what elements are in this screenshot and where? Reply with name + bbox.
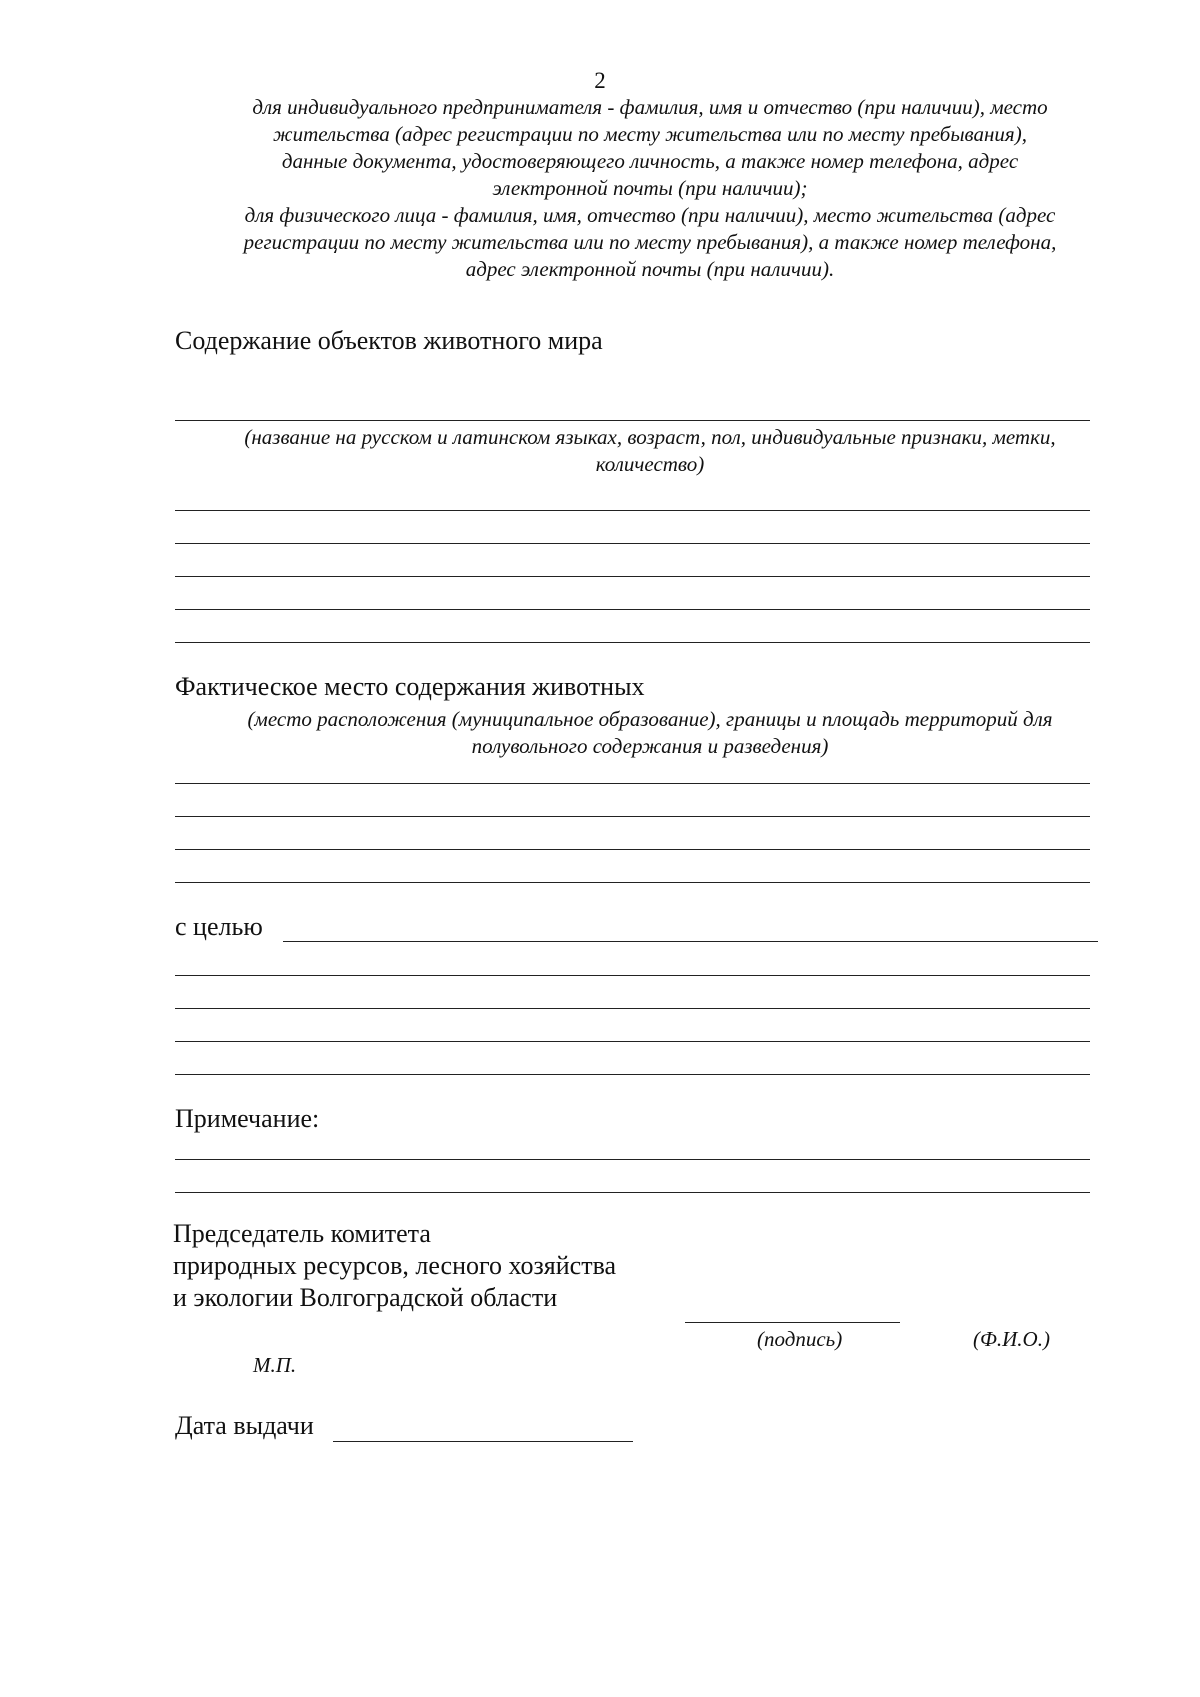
- signatory-title-line: природных ресурсов, лесного хозяйства: [173, 1251, 617, 1280]
- place-section-title: Фактическое место содержания животных: [175, 672, 645, 701]
- purpose-input-line[interactable]: [175, 1041, 1090, 1042]
- signature-line[interactable]: [685, 1322, 900, 1323]
- place-input-line[interactable]: [175, 882, 1090, 883]
- signatory-title-line: Председатель комитета: [173, 1219, 431, 1248]
- animals-caption-line: количество): [595, 452, 705, 476]
- applicant-note-line: данные документа, удостоверяющего личность, а также номер телефона, адрес: [281, 149, 1019, 173]
- applicant-details-note: [170, 94, 1130, 283]
- signatory-title: [173, 1218, 616, 1314]
- purpose-input-line[interactable]: [175, 1074, 1090, 1075]
- purpose-label: с целью: [175, 912, 263, 941]
- animals-input-line[interactable]: [175, 609, 1090, 610]
- name-caption: (Ф.И.О.): [973, 1327, 1050, 1351]
- applicant-note-line: электронной почты (при наличии);: [492, 176, 808, 200]
- applicant-note-line: регистрации по месту жительства или по месту пребывания), а также номер телефона,: [243, 230, 1057, 254]
- applicant-note-line: для индивидуального предпринимателя - фамилия, имя и отчество (при наличии), место: [252, 95, 1048, 119]
- place-input-line[interactable]: [175, 783, 1090, 784]
- place-field-caption: [170, 706, 1130, 760]
- page-number: 2: [594, 68, 606, 93]
- animals-section-title: Содержание объектов животного мира: [175, 326, 603, 355]
- issue-date-label: Дата выдачи: [175, 1411, 314, 1440]
- animals-input-line[interactable]: [175, 543, 1090, 544]
- applicant-note-line: жительства (адрес регистрации по месту жительства или по месту пребывания),: [273, 122, 1027, 146]
- purpose-input-line[interactable]: [175, 1008, 1090, 1009]
- note-label: Примечание:: [175, 1104, 320, 1133]
- place-caption-line: полувольного содержания и разведения): [471, 734, 829, 758]
- animals-input-line[interactable]: [175, 420, 1090, 421]
- place-input-line[interactable]: [175, 849, 1090, 850]
- signature-caption: (подпись): [757, 1327, 843, 1351]
- place-input-line[interactable]: [175, 816, 1090, 817]
- signatory-title-line: и экологии Волгоградской области: [173, 1283, 558, 1312]
- animals-field-caption: [170, 424, 1130, 478]
- purpose-input-line[interactable]: [283, 941, 1098, 942]
- purpose-input-line[interactable]: [175, 975, 1090, 976]
- issue-date-input-line[interactable]: [333, 1441, 633, 1442]
- animals-input-line[interactable]: [175, 510, 1090, 511]
- stamp-mark: М.П.: [253, 1353, 297, 1377]
- animals-input-line[interactable]: [175, 576, 1090, 577]
- applicant-note-line: для физического лица - фамилия, имя, отчество (при наличии), место жительства (адрес: [244, 203, 1056, 227]
- applicant-note-line: адрес электронной почты (при наличии).: [465, 257, 835, 281]
- note-input-line[interactable]: [175, 1192, 1090, 1193]
- note-input-line[interactable]: [175, 1159, 1090, 1160]
- animals-input-line[interactable]: [175, 642, 1090, 643]
- place-caption-line: (место расположения (муниципальное образование), границы и площадь территорий для: [247, 707, 1053, 731]
- animals-caption-line: (название на русском и латинском языках, возраст, пол, индивидуальные признаки, метки,: [244, 425, 1056, 449]
